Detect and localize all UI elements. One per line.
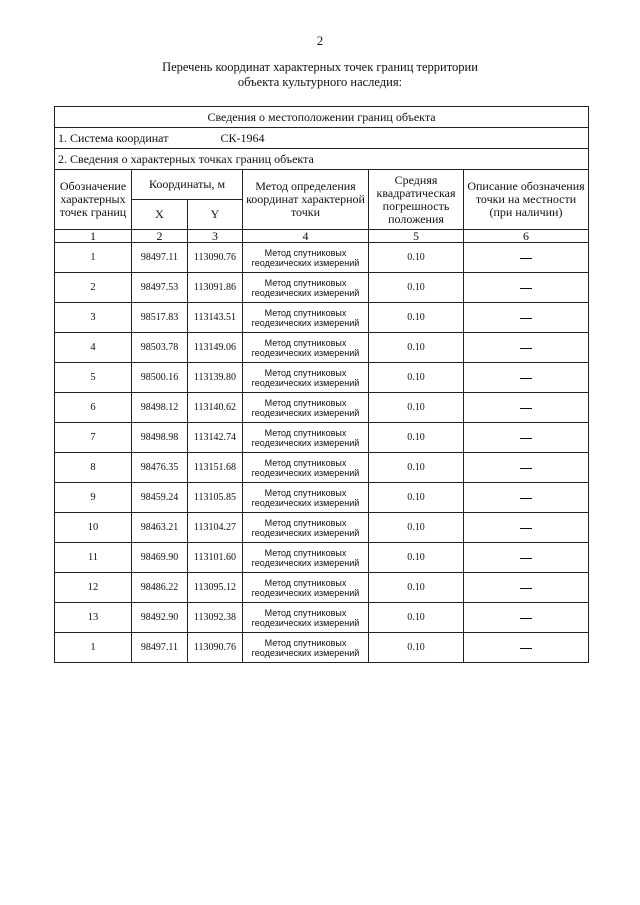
method: Метод спутниковых геодезических измерений: [243, 513, 369, 543]
coord-x: 98492.90: [132, 603, 188, 633]
method: Метод спутниковых геодезических измерений: [243, 573, 369, 603]
error: 0.10: [369, 543, 464, 573]
table-row: [55, 243, 589, 273]
coord-y: 113139.80: [188, 363, 243, 393]
method: Метод спутниковых геодезических измерений: [243, 423, 369, 453]
description-cell: [464, 243, 589, 273]
coord-x: 98498.12: [132, 393, 188, 423]
point-number: 11: [55, 543, 132, 573]
point-number: 7: [55, 423, 132, 453]
column-number: 6: [464, 230, 589, 243]
dash-mark: [520, 378, 532, 379]
coord-y: 113140.62: [188, 393, 243, 423]
coord-y: 113105.85: [188, 483, 243, 513]
table-row: [55, 333, 589, 363]
method: Метод спутниковых геодезических измерений: [243, 363, 369, 393]
coord-y: 113142.74: [188, 423, 243, 453]
coord-y: 113143.51: [188, 303, 243, 333]
section-header: Сведения о местоположении границ объекта: [55, 107, 589, 128]
column-number: 5: [369, 230, 464, 243]
description-cell: [464, 573, 589, 603]
column-number: 1: [55, 230, 132, 243]
table-row: [55, 273, 589, 303]
coord-x: 98476.35: [132, 453, 188, 483]
table-row: [55, 573, 589, 603]
column-number: 4: [243, 230, 369, 243]
point-number: 8: [55, 453, 132, 483]
description-cell: [464, 513, 589, 543]
dash-mark: [520, 558, 532, 559]
description-cell: [464, 543, 589, 573]
coord-x: 98486.22: [132, 573, 188, 603]
column-number: 3: [188, 230, 243, 243]
header-description: Описание обозначения точки на местности (при наличии): [464, 170, 589, 230]
point-number: 12: [55, 573, 132, 603]
method: Метод спутниковых геодезических измерений: [243, 333, 369, 363]
description-cell: [464, 333, 589, 363]
dash-mark: [520, 348, 532, 349]
coord-x: 98469.90: [132, 543, 188, 573]
coord-x: 98459.24: [132, 483, 188, 513]
coord-x: 98503.78: [132, 333, 188, 363]
dash-mark: [520, 468, 532, 469]
table-row: [55, 603, 589, 633]
error: 0.10: [369, 513, 464, 543]
error: 0.10: [369, 423, 464, 453]
description-cell: [464, 303, 589, 333]
coord-y: 113101.60: [188, 543, 243, 573]
header-method: Метод определения координат характерной точки: [243, 170, 369, 230]
error: 0.10: [369, 333, 464, 363]
dash-mark: [520, 258, 532, 259]
dash-mark: [520, 438, 532, 439]
coord-x: 98497.11: [132, 633, 188, 663]
points-section-label: 2. Сведения о характерных точках границ объекта: [55, 149, 589, 170]
header-designation: Обозначение характерных точек границ: [55, 170, 132, 230]
error: 0.10: [369, 273, 464, 303]
coord-y: 113149.06: [188, 333, 243, 363]
table-row: [55, 543, 589, 573]
error: 0.10: [369, 453, 464, 483]
point-number: 1: [55, 633, 132, 663]
point-number: 2: [55, 273, 132, 303]
method: Метод спутниковых геодезических измерений: [243, 543, 369, 573]
dash-mark: [520, 408, 532, 409]
coord-x: 98497.11: [132, 243, 188, 273]
dash-mark: [520, 288, 532, 289]
coord-y: 113104.27: [188, 513, 243, 543]
description-cell: [464, 363, 589, 393]
dash-mark: [520, 648, 532, 649]
description-cell: [464, 273, 589, 303]
error: 0.10: [369, 573, 464, 603]
error: 0.10: [369, 633, 464, 663]
error: 0.10: [369, 393, 464, 423]
coord-system-row: [55, 128, 589, 149]
coord-x: 98500.16: [132, 363, 188, 393]
method: Метод спутниковых геодезических измерений: [243, 453, 369, 483]
coord-x: 98498.98: [132, 423, 188, 453]
coord-x: 98463.21: [132, 513, 188, 543]
header-x: X: [132, 200, 188, 230]
error: 0.10: [369, 243, 464, 273]
coord-y: 113090.76: [188, 633, 243, 663]
coord-y: 113092.38: [188, 603, 243, 633]
table-row: [55, 483, 589, 513]
coord-system-value: СК-1964: [220, 130, 265, 145]
coord-x: 98497.53: [132, 273, 188, 303]
method: Метод спутниковых геодезических измерений: [243, 393, 369, 423]
point-number: 10: [55, 513, 132, 543]
error: 0.10: [369, 483, 464, 513]
coordinates-table: [54, 106, 589, 663]
point-number: 4: [55, 333, 132, 363]
coord-y: 113091.86: [188, 273, 243, 303]
table-row: [55, 393, 589, 423]
header-coordinates: Координаты, м: [132, 170, 243, 200]
dash-mark: [520, 528, 532, 529]
method: Метод спутниковых геодезических измерений: [243, 483, 369, 513]
coord-x: 98517.83: [132, 303, 188, 333]
table-row: [55, 303, 589, 333]
description-cell: [464, 483, 589, 513]
coord-system-label: 1. Система координат: [58, 130, 169, 145]
method: Метод спутниковых геодезических измерений: [243, 273, 369, 303]
title-line-1: Перечень координат характерных точек границ территории: [162, 60, 478, 74]
point-number: 6: [55, 393, 132, 423]
description-cell: [464, 453, 589, 483]
dash-mark: [520, 318, 532, 319]
point-number: 9: [55, 483, 132, 513]
point-number: 5: [55, 363, 132, 393]
method: Метод спутниковых геодезических измерений: [243, 603, 369, 633]
coord-y: 113090.76: [188, 243, 243, 273]
point-number: 3: [55, 303, 132, 333]
error: 0.10: [369, 603, 464, 633]
table-row: [55, 633, 589, 663]
table-row: [55, 513, 589, 543]
table-row: [55, 453, 589, 483]
method: Метод спутниковых геодезических измерений: [243, 303, 369, 333]
page-number: 2: [316, 33, 324, 48]
method: Метод спутниковых геодезических измерений: [243, 633, 369, 663]
description-cell: [464, 603, 589, 633]
point-number: 13: [55, 603, 132, 633]
table-row: [55, 423, 589, 453]
coord-y: 113095.12: [188, 573, 243, 603]
header-y: Y: [188, 200, 243, 230]
point-number: 1: [55, 243, 132, 273]
description-cell: [464, 393, 589, 423]
column-number: 2: [132, 230, 188, 243]
dash-mark: [520, 498, 532, 499]
title-line-2: объекта культурного наследия:: [237, 75, 403, 89]
coord-y: 113151.68: [188, 453, 243, 483]
dash-mark: [520, 588, 532, 589]
description-cell: [464, 423, 589, 453]
table-row: [55, 363, 589, 393]
header-error: Средняя квадратическая погрешность положения: [369, 170, 464, 230]
description-cell: [464, 633, 589, 663]
document-title: [0, 60, 640, 90]
method: Метод спутниковых геодезических измерений: [243, 243, 369, 273]
error: 0.10: [369, 363, 464, 393]
error: 0.10: [369, 303, 464, 333]
dash-mark: [520, 618, 532, 619]
